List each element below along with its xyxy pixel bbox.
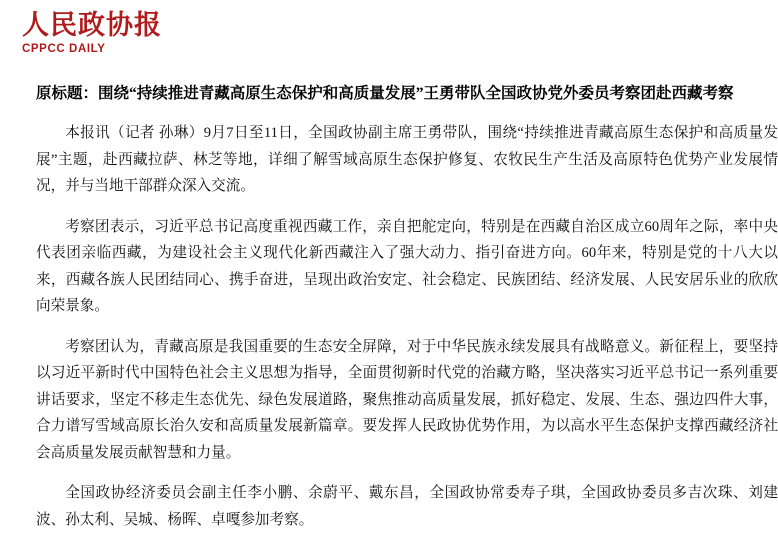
article-paragraph: 考察团认为，青藏高原是我国重要的生态安全屏障，对于中华民族永续发展具有战略意义。新征程上，要坚持以习近平新时代中国特色社会主义思想为指导，全面贯彻新时代党的治藏方略，坚决落实习近平总书记一系列重要讲话要求，坚定不移走生态优先、绿色发展道路，聚焦推动高质量发展，抓好稳定、发展、生态、强边四件大事，合力谱写雪域高原长治久安和高质量发展新篇章。要发挥人民政协优势作用，为以高水平生态保护支撑西藏经济社会高质量发展贡献智慧和力量。 <box>36 338 778 461</box>
article-paragraph: 本报讯（记者 孙琳）9月7日至11日，全国政协副主席王勇带队，围绕“持续推进青藏高原生态保护和高质量发展”主题，赴西藏拉萨、林芝等地，详细了解雪域高原生态保护修复、农牧民生产生活及高原特色优势产业发展情况，并与当地干部群众深入交流。 <box>36 125 778 194</box>
article-headline: 原标题：围绕“持续推进青藏高原生态保护和高质量发展”王勇带队全国政协党外委员考察团赴西藏考察 <box>36 85 734 102</box>
masthead <box>22 10 172 62</box>
masthead-title-english: CPPCC DAILY <box>22 43 106 55</box>
masthead-title-chinese: 人民政协报 <box>22 10 162 40</box>
article-paragraph: 考察团表示，习近平总书记高度重视西藏工作，亲自把舵定向，特别是在西藏自治区成立60周年之际，率中央代表团亲临西藏，为建设社会主义现代化新西藏注入了强大动力、指引奋进方向。60年来，特别是党的十八大以来，西藏各族人民团结同心、携手奋进，呈现出政治安定、社会稳定、民族团结、经济发展、人民安居乐业的欣欣向荣景象。 <box>36 218 778 314</box>
article-paragraph: 全国政协经济委员会副主任李小鹏、余蔚平、戴东昌，全国政协常委寿子琪，全国政协委员多吉次珠、刘建波、孙太利、吴城、杨晖、卓嘎参加考察。 <box>36 485 778 528</box>
article <box>36 82 778 533</box>
article-body <box>36 120 778 533</box>
